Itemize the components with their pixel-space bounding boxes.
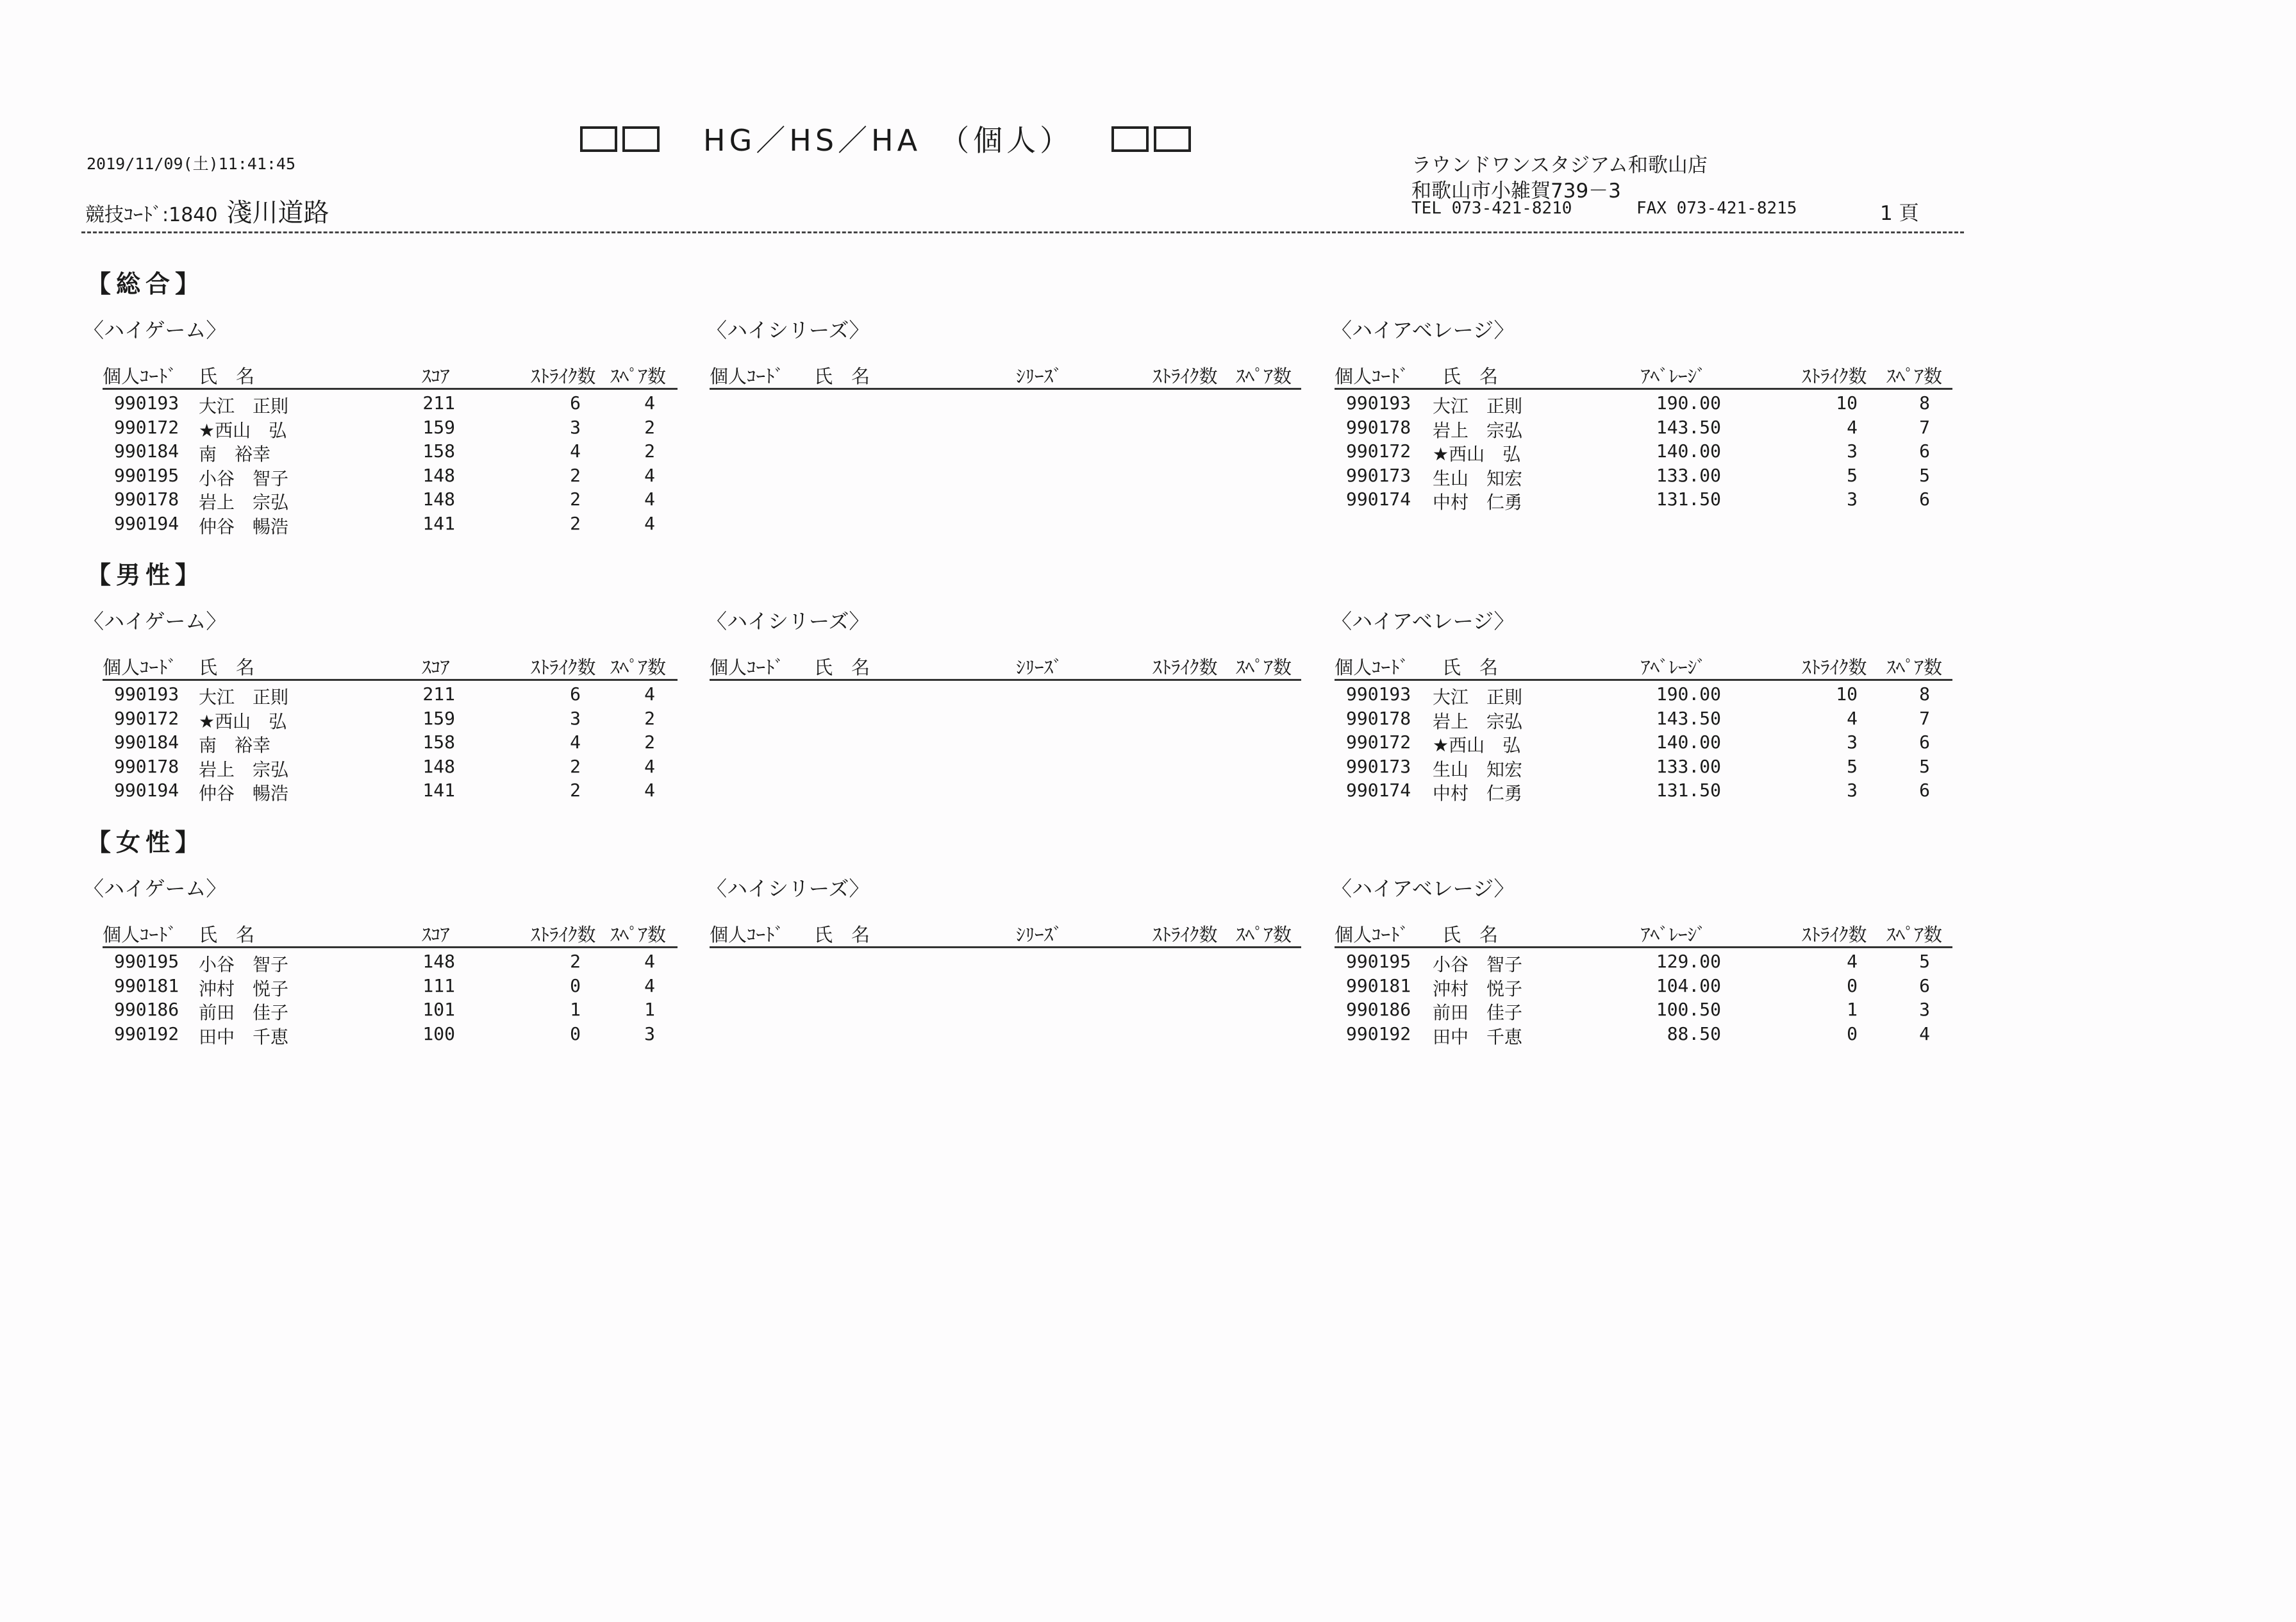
strike-count: 4: [570, 440, 581, 462]
player-code: 990172: [1346, 440, 1411, 462]
strike-count: 6: [570, 683, 581, 705]
score-value: 211: [422, 683, 455, 705]
column-header: 個人ｺｰﾄﾞ: [1335, 924, 1410, 946]
player-name: 岩上 宗弘: [199, 492, 289, 513]
strike-count: 5: [1847, 464, 1858, 486]
column-header: ｽﾄﾗｲｸ数: [1802, 365, 1867, 387]
spare-count: 4: [644, 974, 655, 996]
average-value: 100.50: [1656, 999, 1721, 1020]
column-header: ｽﾍﾟｱ数: [610, 924, 667, 946]
score-value: 141: [422, 512, 455, 534]
average-value: 88.50: [1667, 1023, 1721, 1044]
column-header: 氏 名: [814, 924, 870, 946]
player-code: 990192: [1346, 1023, 1411, 1044]
column-header: 個人ｺｰﾄﾞ: [1335, 365, 1410, 387]
panel-title: 〈ハイゲーム〉: [83, 609, 227, 633]
strike-count: 2: [570, 512, 581, 534]
player-code: 990193: [1346, 683, 1411, 705]
strike-count: 2: [570, 780, 581, 801]
player-name: ★西山 弘: [199, 710, 287, 732]
report-title-text: HG／HS／HA （個人）: [703, 123, 1074, 158]
event-code-line: [85, 192, 329, 229]
player-code: 990194: [114, 780, 179, 801]
player-name: 生山 知宏: [1433, 758, 1523, 780]
player-name: 大江 正則: [199, 687, 289, 708]
column-header: 氏 名: [1442, 365, 1499, 387]
strike-count: 6: [570, 392, 581, 414]
strike-count: 2: [570, 951, 581, 972]
player-name: 前田 佳子: [199, 1002, 289, 1023]
player-code: 990174: [1346, 780, 1411, 801]
spare-count: 4: [644, 489, 655, 510]
strike-count: 1: [1847, 999, 1858, 1020]
strike-count: 4: [1847, 707, 1858, 729]
column-header: ｽﾄﾗｲｸ数: [1152, 924, 1218, 946]
section-title: 【男性】: [87, 560, 205, 589]
player-code: 990193: [114, 683, 179, 705]
column-header: 個人ｺｰﾄﾞ: [710, 656, 785, 678]
strike-count: 3: [1847, 489, 1858, 510]
player-code: 990186: [1346, 999, 1411, 1020]
spare-count: 6: [1919, 440, 1930, 462]
column-header: ｽﾄﾗｲｸ数: [1802, 656, 1867, 678]
store-tel: TEL 073-421-8210: [1411, 199, 1572, 218]
average-value: 143.50: [1656, 707, 1721, 729]
store-fax: FAX 073-421-8215: [1636, 199, 1797, 218]
spare-count: 4: [644, 755, 655, 777]
player-code: 990172: [114, 707, 179, 729]
panel-title: 〈ハイゲーム〉: [83, 876, 227, 901]
player-code: 990192: [114, 1023, 179, 1044]
score-value: 159: [422, 707, 455, 729]
score-value: 101: [422, 999, 455, 1020]
empty-box-glyph: [580, 126, 617, 152]
spare-count: 4: [1919, 1023, 1930, 1044]
average-value: 131.50: [1656, 780, 1721, 801]
score-value: 141: [422, 780, 455, 801]
average-value: 140.00: [1656, 440, 1721, 462]
spare-count: 6: [1919, 489, 1930, 510]
column-header: 氏 名: [199, 924, 255, 946]
score-value: 148: [422, 755, 455, 777]
player-code: 990181: [1346, 974, 1411, 996]
column-header: 氏 名: [199, 656, 255, 678]
strike-count: 4: [1847, 951, 1858, 972]
spare-count: 6: [1919, 780, 1930, 801]
column-header: ｼﾘｰｽﾞ: [1016, 656, 1063, 678]
column-header: ｽｺｱ: [422, 365, 450, 387]
spare-count: 3: [1919, 999, 1930, 1020]
player-name: 田中 千恵: [199, 1026, 289, 1048]
report-title: [580, 117, 1196, 160]
column-header: ｱﾍﾞﾚｰｼﾞ: [1641, 365, 1706, 387]
strike-count: 4: [1847, 416, 1858, 438]
player-code: 990174: [1346, 489, 1411, 510]
player-name: 大江 正則: [1433, 687, 1523, 708]
spare-count: 5: [1919, 951, 1930, 972]
average-value: 190.00: [1656, 683, 1721, 705]
player-code: 990178: [114, 489, 179, 510]
panel-title: 〈ハイアベレージ〉: [1331, 876, 1515, 901]
average-value: 104.00: [1656, 974, 1721, 996]
player-name: 中村 仁勇: [1433, 492, 1523, 513]
column-header: ｽﾍﾟｱ数: [1236, 924, 1292, 946]
spare-count: 6: [1919, 732, 1930, 753]
column-header: 氏 名: [1442, 924, 1499, 946]
score-value: 158: [422, 732, 455, 753]
strike-count: 2: [570, 755, 581, 777]
spare-count: 8: [1919, 392, 1930, 414]
empty-box-glyph: [1154, 126, 1191, 152]
column-header: 個人ｺｰﾄﾞ: [710, 365, 785, 387]
column-header: ｽｺｱ: [422, 924, 450, 946]
column-header: ｱﾍﾞﾚｰｼﾞ: [1641, 656, 1706, 678]
column-header: ｼﾘｰｽﾞ: [1016, 924, 1063, 946]
player-name: 沖村 悦子: [199, 978, 289, 999]
player-name: 沖村 悦子: [1433, 978, 1523, 999]
score-value: 100: [422, 1023, 455, 1044]
column-header: ｼﾘｰｽﾞ: [1016, 365, 1063, 387]
average-value: 133.00: [1656, 464, 1721, 486]
store-name: ラウンドワンスタジアム和歌山店: [1411, 154, 1708, 177]
player-code: 990178: [114, 755, 179, 777]
column-header: 氏 名: [1442, 656, 1499, 678]
header-rule: [103, 679, 678, 681]
header-rule: [710, 679, 1301, 681]
spare-count: 5: [1919, 464, 1930, 486]
empty-box-glyph: [622, 126, 660, 152]
strike-count: 4: [570, 732, 581, 753]
average-value: 140.00: [1656, 732, 1721, 753]
column-header: 個人ｺｰﾄﾞ: [710, 924, 785, 946]
strike-count: 0: [570, 974, 581, 996]
column-header: ｽｺｱ: [422, 656, 450, 678]
strike-count: 10: [1836, 392, 1858, 414]
player-code: 990173: [1346, 464, 1411, 486]
panel-title: 〈ハイシリーズ〉: [706, 318, 870, 342]
player-name: 大江 正則: [199, 396, 289, 417]
header-rule: [103, 388, 678, 390]
player-code: 990193: [114, 392, 179, 414]
page-number: 1 頁: [1880, 202, 1919, 225]
score-value: 111: [422, 974, 455, 996]
strike-count: 3: [1847, 780, 1858, 801]
player-code: 990195: [114, 951, 179, 972]
spare-count: 2: [644, 707, 655, 729]
spare-count: 3: [644, 1023, 655, 1044]
strike-count: 10: [1836, 683, 1858, 705]
strike-count: 3: [570, 416, 581, 438]
strike-count: 3: [570, 707, 581, 729]
spare-count: 8: [1919, 683, 1930, 705]
player-name: 仲谷 暢浩: [199, 515, 289, 537]
strike-count: 0: [1847, 1023, 1858, 1044]
player-code: 990172: [114, 416, 179, 438]
player-name: 小谷 智子: [199, 467, 289, 489]
column-header: ｽﾄﾗｲｸ数: [531, 656, 596, 678]
player-name: 小谷 智子: [1433, 954, 1523, 975]
column-header: ｽﾄﾗｲｸ数: [1152, 656, 1218, 678]
player-code: 990195: [1346, 951, 1411, 972]
spare-count: 2: [644, 416, 655, 438]
average-value: 143.50: [1656, 416, 1721, 438]
header-rule: [1335, 946, 1952, 948]
player-name: 田中 千恵: [1433, 1026, 1523, 1048]
score-value: 148: [422, 464, 455, 486]
score-value: 148: [422, 489, 455, 510]
strike-count: 0: [570, 1023, 581, 1044]
player-name: ★西山 弘: [199, 419, 287, 441]
player-name: 前田 佳子: [1433, 1002, 1523, 1023]
player-name: 岩上 宗弘: [1433, 419, 1523, 441]
column-header: ｱﾍﾞﾚｰｼﾞ: [1641, 924, 1706, 946]
player-name: 岩上 宗弘: [199, 758, 289, 780]
spare-count: 4: [644, 392, 655, 414]
player-name: 生山 知宏: [1433, 467, 1523, 489]
player-code: 990193: [1346, 392, 1411, 414]
column-header: 氏 名: [814, 365, 870, 387]
panel-title: 〈ハイアベレージ〉: [1331, 318, 1515, 342]
player-name: 仲谷 暢浩: [199, 783, 289, 804]
column-header: 個人ｺｰﾄﾞ: [103, 656, 178, 678]
strike-count: 3: [1847, 440, 1858, 462]
column-header: ｽﾍﾟｱ数: [1886, 924, 1943, 946]
spare-count: 4: [644, 683, 655, 705]
player-name: 小谷 智子: [199, 954, 289, 975]
strike-count: 2: [570, 489, 581, 510]
score-value: 148: [422, 951, 455, 972]
spare-count: 7: [1919, 416, 1930, 438]
panel-title: 〈ハイゲーム〉: [83, 318, 227, 342]
player-name: 岩上 宗弘: [1433, 710, 1523, 732]
store-address: 和歌山市小雑賀739－3: [1411, 180, 1621, 203]
spare-count: 7: [1919, 707, 1930, 729]
player-name: ★西山 弘: [1433, 444, 1521, 465]
player-name: 南 裕幸: [199, 444, 271, 465]
column-header: ｽﾄﾗｲｸ数: [531, 924, 596, 946]
panel-title: 〈ハイアベレージ〉: [1331, 609, 1515, 633]
header-rule: [710, 388, 1301, 390]
strike-count: 1: [570, 999, 581, 1020]
section-title: 【女性】: [87, 828, 205, 857]
strike-count: 0: [1847, 974, 1858, 996]
player-code: 990184: [114, 732, 179, 753]
spare-count: 4: [644, 780, 655, 801]
header-rule: [103, 946, 678, 948]
player-code: 990173: [1346, 755, 1411, 777]
column-header: ｽﾍﾟｱ数: [610, 656, 667, 678]
header-rule: [710, 946, 1301, 948]
player-name: 中村 仁勇: [1433, 783, 1523, 804]
player-name: ★西山 弘: [1433, 735, 1521, 756]
column-header: ｽﾄﾗｲｸ数: [1152, 365, 1218, 387]
panel-title: 〈ハイシリーズ〉: [706, 876, 870, 901]
spare-count: 2: [644, 732, 655, 753]
column-header: 個人ｺｰﾄﾞ: [1335, 656, 1410, 678]
score-value: 158: [422, 440, 455, 462]
player-code: 990195: [114, 464, 179, 486]
event-code: 競技ｺｰﾄﾞ:1840: [85, 204, 218, 226]
player-name: 南 裕幸: [199, 735, 271, 756]
column-header: ｽﾍﾟｱ数: [1236, 365, 1292, 387]
column-header: ｽﾍﾟｱ数: [1886, 365, 1943, 387]
score-value: 211: [422, 392, 455, 414]
printed-timestamp: 2019/11/09(土)11:41:45: [87, 155, 296, 173]
strike-count: 5: [1847, 755, 1858, 777]
player-code: 990184: [114, 440, 179, 462]
player-code: 990186: [114, 999, 179, 1020]
score-value: 159: [422, 416, 455, 438]
average-value: 190.00: [1656, 392, 1721, 414]
spare-count: 5: [1919, 755, 1930, 777]
player-code: 990172: [1346, 732, 1411, 753]
column-header: 個人ｺｰﾄﾞ: [103, 365, 178, 387]
column-header: 氏 名: [814, 656, 870, 678]
spare-count: 1: [644, 999, 655, 1020]
spare-count: 4: [644, 512, 655, 534]
venue-name: 淺川道路: [226, 198, 329, 228]
empty-box-glyph: [1111, 126, 1149, 152]
player-name: 大江 正則: [1433, 396, 1523, 417]
spare-count: 6: [1919, 974, 1930, 996]
column-header: ｽﾍﾟｱ数: [610, 365, 667, 387]
average-value: 129.00: [1656, 951, 1721, 972]
spare-count: 4: [644, 464, 655, 486]
column-header: ｽﾄﾗｲｸ数: [531, 365, 596, 387]
header-rule: [1335, 679, 1952, 681]
average-value: 133.00: [1656, 755, 1721, 777]
spare-count: 4: [644, 951, 655, 972]
panel-title: 〈ハイシリーズ〉: [706, 609, 870, 633]
player-code: 990178: [1346, 707, 1411, 729]
player-code: 990181: [114, 974, 179, 996]
column-header: 氏 名: [199, 365, 255, 387]
average-value: 131.50: [1656, 489, 1721, 510]
strike-count: 2: [570, 464, 581, 486]
player-code: 990178: [1346, 416, 1411, 438]
header-rule: [1335, 388, 1952, 390]
column-header: ｽﾄﾗｲｸ数: [1802, 924, 1867, 946]
header-divider: [81, 231, 1964, 233]
column-header: ｽﾍﾟｱ数: [1886, 656, 1943, 678]
spare-count: 2: [644, 440, 655, 462]
strike-count: 3: [1847, 732, 1858, 753]
section-title: 【総合】: [87, 269, 205, 298]
player-code: 990194: [114, 512, 179, 534]
column-header: 個人ｺｰﾄﾞ: [103, 924, 178, 946]
column-header: ｽﾍﾟｱ数: [1236, 656, 1292, 678]
